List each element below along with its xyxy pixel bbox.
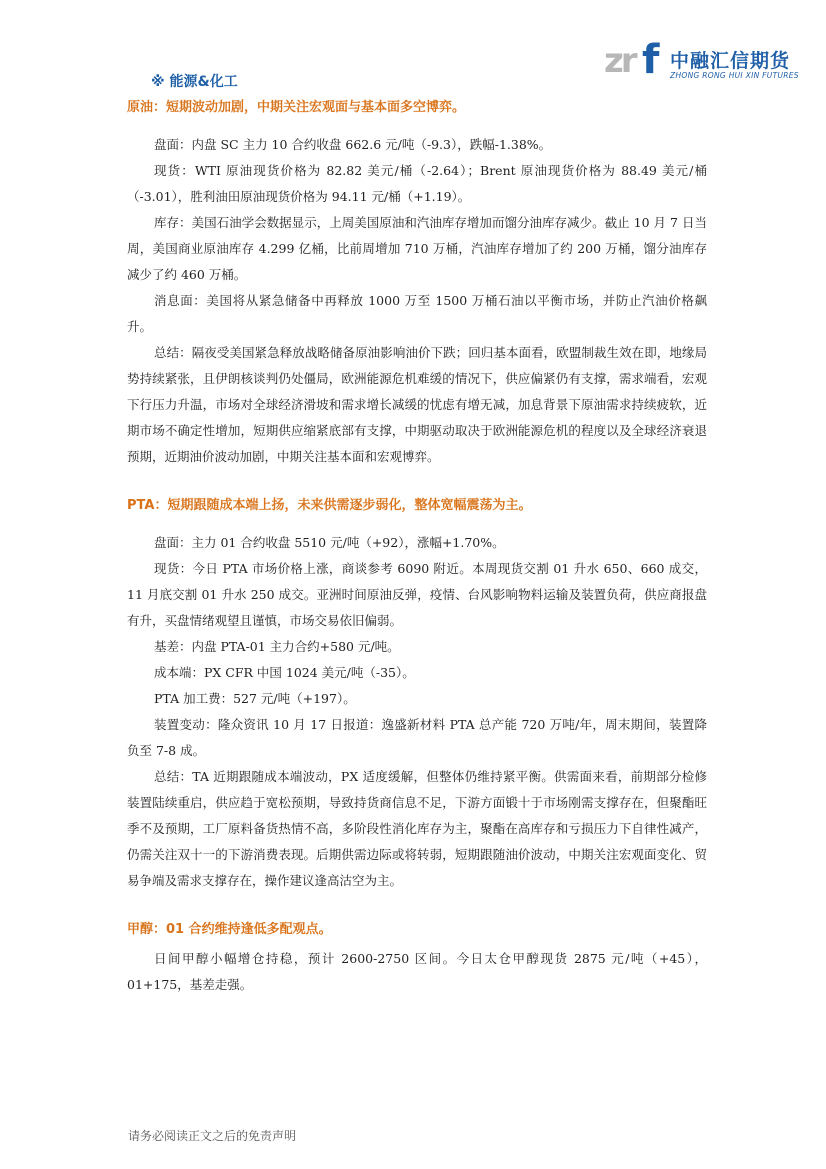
pta-spot: 现货：今日 PTA 市场价格上涨，商谈参考 6090 附近。本周现货交割 01 升水 650、660 成交，11 月底交割 01 升水 250 成交。亚洲时间原油反弹，疫情、台风影响物料运输及装置负荷，供应商报盘有升，买盘情绪观望且谨慎，市场交易依旧偏弱。 <box>127 561 707 628</box>
logo-name-en: ZHONG RONG HUI XIN FUTURES <box>670 71 799 80</box>
disclaimer-footer: 请务必阅读正文之后的免责声明 <box>128 1129 297 1143</box>
pta-basis: 基差：内盘 PTA-01 主力合约+580 元/吨。 <box>154 639 400 654</box>
crude-title: 原油：短期波动加剧，中期关注宏观面与基本面多空博弈。 <box>127 100 466 115</box>
crude-spot: 现货：WTI 原油现货价格为 82.82 美元/桶（-2.64）；Brent 原油现货价格为 88.49 美元/桶（-3.01），胜利油田原油现货价格为 94.11 元/桶（+1.19）。 <box>127 163 707 204</box>
methanol-summary: 日间甲醇小幅增仓持稳，预计 2600-2750 区间。今日太仓甲醇现货 2875 元/吨（+45），01+175，基差走强。 <box>127 951 707 992</box>
logo-mark-gray: zr <box>604 41 635 81</box>
crude-summary: 总结：隔夜受美国紧急释放战略储备原油影响油价下跌；回归基本面看，欧盟制裁生效在即，地缘局势持续紧张，且伊朗核谈判仍处僵局，欧洲能源危机难缓的情况下，供应偏紧仍有支撑，需求端看，宏观下行压力升温，市场对全球经济滑坡和需求增长减缓的忧虑有增无减，加息背景下原油需求持续疲软，近期市场不确定性增加，短期供应缩紧底部有支撑，中期驱动取决于欧洲能源危机的程度以及全球经济衰退预期，近期油价波动加剧，中期关注基本面和宏观博弈。 <box>127 345 707 464</box>
crude-news: 消息面：美国将从紧急储备中再释放 1000 万至 1500 万桶石油以平衡市场，并防止汽油价格飙升。 <box>127 293 707 334</box>
logo-mark-blue: f <box>642 37 660 83</box>
crude-inventory: 库存：美国石油学会数据显示，上周美国原油和汽油库存增加而馏分油库存减少。截止 10 月 7 日当周，美国商业原油库存 4.299 亿桶，比前周增加 710 万桶，汽油库存增加了约 200 万桶，馏分油库存减少了约 460 万桶。 <box>127 215 707 282</box>
pta-plant-change: 装置变动：隆众资讯 10 月 17 日报道：逸盛新材料 PTA 总产能 720 万吨/年，周末期间，装置降负至 7-8 成。 <box>127 717 707 758</box>
pta-market: 盘面：主力 01 合约收盘 5510 元/吨（+92），涨幅+1.70%。 <box>154 535 505 550</box>
report-body <box>127 72 707 998</box>
pta-processing-fee: PTA 加工费：527 元/吨（+197）。 <box>154 691 356 706</box>
logo-name-cn: 中融汇信期货 <box>670 50 791 72</box>
pta-summary: 总结：TA 近期跟随成本端波动，PX 适度缓解，但整体仍维持紧平衡。供需面来看，前期部分检修装置陆续重启，供应趋于宽松预期，导致持货商信息不足，下游方面锻十于市场刚需支撑存在，但聚酯旺季不及预期，工厂原料备货热情不高，多阶段性消化库存为主，聚酯在高库存和亏损压力下自律性减产，仍需关注双十一的下游消费表现。后期供需边际或将转弱，短期跟随油价波动，中期关注宏观面变化、贸易争端及需求支撑存在，操作建议逢高沽空为主。 <box>127 769 707 888</box>
section-title: ※ 能源&化工 <box>151 74 238 90</box>
pta-title: PTA：短期跟随成本端上扬，未来供需逐步弱化，整体宽幅震荡为主。 <box>127 498 532 513</box>
pta-cost: 成本端：PX CFR 中国 1024 美元/吨（-35）。 <box>154 665 415 680</box>
crude-market: 盘面：内盘 SC 主力 10 合约收盘 662.6 元/吨（-9.3），跌幅-1.38%。 <box>154 137 552 152</box>
methanol-title: 甲醇：01 合约维持逢低多配观点。 <box>127 922 332 937</box>
